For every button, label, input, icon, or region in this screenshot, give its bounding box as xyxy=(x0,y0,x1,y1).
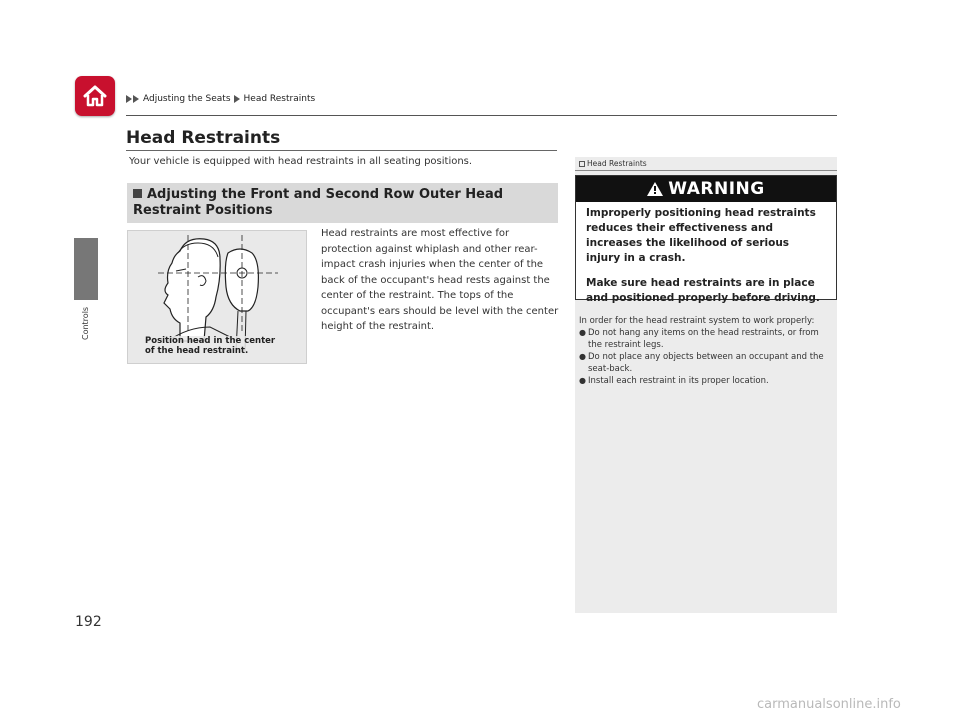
reference-icon xyxy=(579,161,585,167)
breadcrumb-item-seats[interactable]: Adjusting the Seats xyxy=(143,94,231,104)
sidebar-section-label: Controls xyxy=(81,306,90,340)
side-note-list xyxy=(579,327,834,387)
title-divider xyxy=(126,150,557,151)
intro-text: Your vehicle is equipped with head restraints in all seating positions. xyxy=(129,156,473,167)
warning-paragraph-1: Improperly positioning head restraints reduces their effectiveness and increases the likelihood of serious injury in a crash. xyxy=(586,207,816,264)
page-title: Head Restraints xyxy=(126,128,281,148)
breadcrumb xyxy=(126,94,318,104)
breadcrumb-arrow-icon xyxy=(126,95,132,103)
list-item: ● Do not place any objects between an occupant and the seat-back. xyxy=(579,351,834,375)
subheading xyxy=(127,183,558,223)
watermark: carmanualsonline.info xyxy=(757,697,901,712)
square-bullet-icon xyxy=(133,189,142,198)
header-divider xyxy=(126,115,837,116)
figure-caption xyxy=(145,336,295,356)
breadcrumb-arrow-icon xyxy=(133,95,139,103)
subheading-text: Adjusting the Front and Second Row Outer Head Restraint Positions xyxy=(133,187,504,218)
breadcrumb-arrow-icon xyxy=(234,95,240,103)
warning-label: WARNING xyxy=(668,179,765,199)
page-number: 192 xyxy=(75,614,102,630)
body-paragraph: Head restraints are most effective for protection against whiplash and other rear-impact crash injuries when the center of the back of the occupant's head rests against the center of the restraint. The tops of the occupant's ears should be level with the center height of the restraint. xyxy=(321,228,559,332)
warning-header xyxy=(576,176,836,202)
warning-icon xyxy=(647,182,663,196)
breadcrumb-item-head-restraints[interactable]: Head Restraints xyxy=(243,94,316,104)
side-note-body xyxy=(579,315,834,387)
side-note-title xyxy=(579,159,647,168)
list-item: ● Install each restraint in its proper location. xyxy=(579,375,834,387)
sidebar-section-tab[interactable] xyxy=(74,238,98,300)
head-restraint-illustration xyxy=(127,230,307,364)
figure-caption-line-2: of the head restraint. xyxy=(145,346,249,356)
warning-box xyxy=(575,175,837,304)
warning-paragraph-2: Make sure head restraints are in place and positioned properly before driving. xyxy=(586,277,820,304)
side-note-intro: In order for the head restraint system to work properly: xyxy=(579,316,815,326)
warning-text xyxy=(576,202,836,306)
home-button[interactable] xyxy=(75,76,115,116)
home-icon xyxy=(81,82,109,110)
side-note-panel xyxy=(575,157,837,613)
side-note-divider xyxy=(575,170,837,171)
side-note-title-text: Head Restraints xyxy=(587,159,647,168)
list-item: ● Do not hang any items on the head restraints, or from the restraint legs. xyxy=(579,327,834,351)
figure-caption-line-1: Position head in the center xyxy=(145,336,276,346)
